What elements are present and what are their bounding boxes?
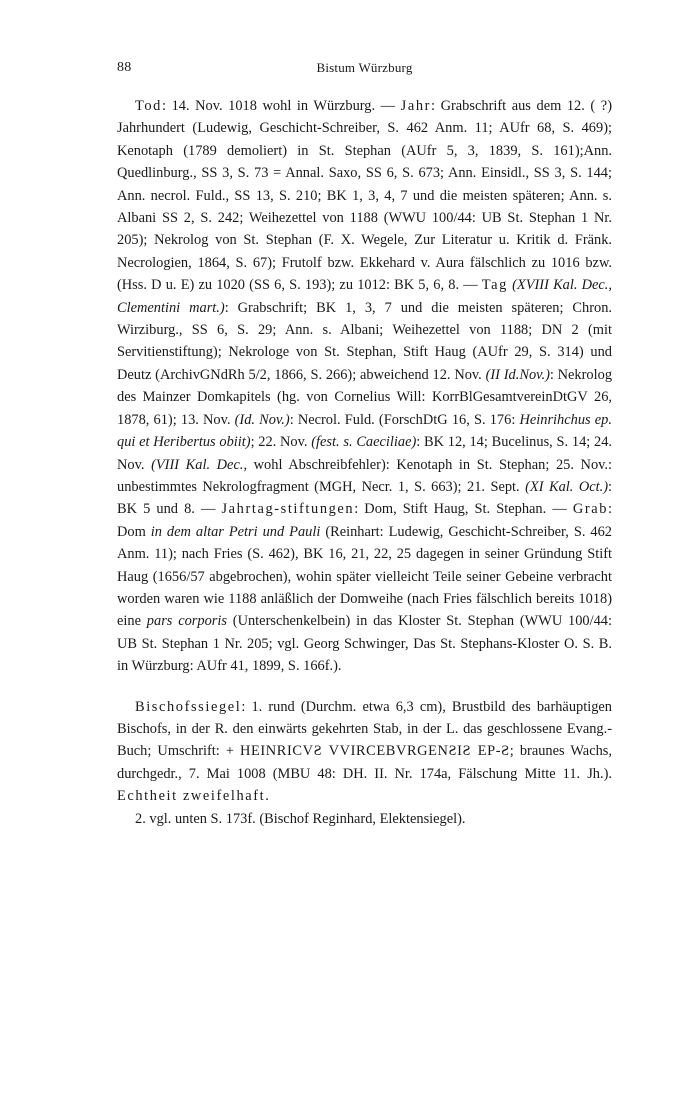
text-run: : Nekrolog des Mainzer Domkapitels (hg. von Cornelius Will: KorrBlGesamtvereinDtGV 26, 1878, 61); 13. Nov.: [117, 366, 613, 428]
italic-run: (II Id.Nov.): [485, 366, 550, 383]
text-run: (Unterschenkelbein) in das Kloster St. Stephan (WWU 100/44: UB St. Stephan 1 Nr. 205; vgl. Georg Schwinger, Das St. Stephans-Kloster O. S. B. in Würzburg: AUfr 41, 1899, S. 166f.).: [117, 613, 612, 675]
text-run: : BK 5 und 8. —: [117, 478, 612, 518]
italic-run: (XVIII Kal. Dec., Clementini mart.): [117, 277, 612, 316]
page-number: 88: [117, 60, 132, 75]
running-title: Bistum Würzburg: [316, 60, 413, 75]
italic-run: (VIII Kal. Dec.: [151, 456, 244, 473]
section-label-bischofssiegel: Bischofssiegel: [135, 698, 242, 715]
italic-run: pars corporis: [146, 613, 227, 630]
death-paragraph: [117, 95, 612, 678]
text-run: : 1. rund (Durchm. etwa 6,3 cm), Brustbild des barhäuptigen Bischofs, in der R. den einwärts gekehrten Stab, in der L. das geschlossene Evang.-Buch; Umschrift: +: [117, 698, 612, 760]
authenticity-note: Echtheit zweifelhaft.: [117, 788, 271, 805]
text-run: ; 22. Nov.: [250, 434, 312, 451]
text-run: , wohl Abschreibfehler): Kenotaph in St. Stephan; 25. Nov.: unbestimmtes Nekrologfragment (MGH, Necr. 1, S. 663); 21. Sept.: [117, 456, 613, 495]
section-label-grab: Grab: [572, 501, 608, 518]
section-label-tod: Tod: [135, 98, 162, 114]
seal-inscription: HEINRICVƧ VVIRCEBVRGENƧIƧ EP-Ƨ: [240, 743, 510, 760]
section-label-jahrtag: Jahrtag-stiftungen: [221, 501, 355, 518]
page-header: [117, 60, 612, 82]
text-run: : Grabschrift; BK 1, 3, 7 und die meisten späteren; Chron. Wirziburg., SS 6, S. 29; Ann. s. Albani; Weihezettel von 1188; DN 2 (mit Servitienstiftung); Nekrologe von St. Stephan, Stift Haug (AUfr 29, S. 314) und Deutz (ArchivGNdRh 5/2, 1866, S. 266); abweichend 12. Nov.: [117, 299, 612, 383]
italic-run: in dem altar Petri und Pauli: [150, 523, 321, 540]
text-run: : Dom, Stift Haug, St. Stephan. —: [354, 501, 573, 518]
italic-run: (XI Kal. Oct.): [525, 478, 608, 495]
text-run: : BK 12, 14; Bucelinus, S. 14; 24. Nov.: [117, 434, 612, 473]
text-run: : Necrol. Fuld. (ForschDtG 16, S. 176:: [289, 411, 520, 428]
second-seal-paragraph: 2. vgl. unten S. 173f. (Bischof Reginhard, Elektensiegel).: [135, 810, 466, 827]
seal-paragraph: [117, 696, 612, 808]
text-run: ; braunes Wachs, durchgedr., 7. Mai 1008 (MBU 48: DH. II. Nr. 174a, Fälschung Mitte 11. Jh.).: [117, 743, 612, 782]
text-run: (Reinhart: Ludewig, Geschicht-Schreiber, S. 462 Anm. 11); nach Fries (S. 462), BK 16, 21, 22, 25 dagegen in seiner Gründung Stift Haug (1656/57 abgebrochen), wohin später vielleicht Teile seiner Gebeine verbracht worden waren wie 1188 anläßlich der Domweihe (nach Fries fälschlich bereits 1018) eine: [117, 523, 612, 630]
italic-run: (fest. s. Caeciliae): [311, 434, 417, 451]
section-label-jahr: Jahr: [400, 98, 432, 114]
italic-run: Heinrihchus ep. qui et Heribertus obiit): [117, 411, 612, 451]
text-run: : Dom: [117, 501, 612, 540]
section-label-tag: Tag: [481, 277, 508, 294]
document-page: [117, 60, 612, 830]
text-run: : 14. Nov. 1018 wohl in Würzburg. —: [161, 98, 401, 114]
text-run: : Grabschrift aus dem 12. ( ?) Jahrhundert (Ludewig, Geschicht-Schreiber, S. 462 Anm. 11; AUfr 68, S. 469); Kenotaph (1789 demoliert) in St. Stephan (AUfr 5, 3, 1839, S. 161);Ann. Quedlinburg., SS 3, S. 73 = Annal. Saxo, SS 6, S. 673; Ann. Einsidl., SS 3, S. 144; Ann. necrol. Fuld., SS 13, S. 210; BK 1, 3, 4, 7 und die meisten späteren; Ann. s. Albani SS 2, S. 242; Weihezettel von 1188 (WWU 100/44: UB St. Stephan 1 Nr. 205); Nekrolog von St. Stephan (F. X. Wegele, Zur Literatur u. Kritik d. Fränk. Necrologien, 1864, S. 67); Frutolf bzw. Ekkehard v. Aura fälschlich zu 1016 bzw. (Hss. D u. E) zu 1020 (SS 6, S. 193); zu 1012: BK 5, 6, 8. —: [117, 98, 612, 294]
italic-run: (Id. Nov.): [234, 411, 290, 428]
